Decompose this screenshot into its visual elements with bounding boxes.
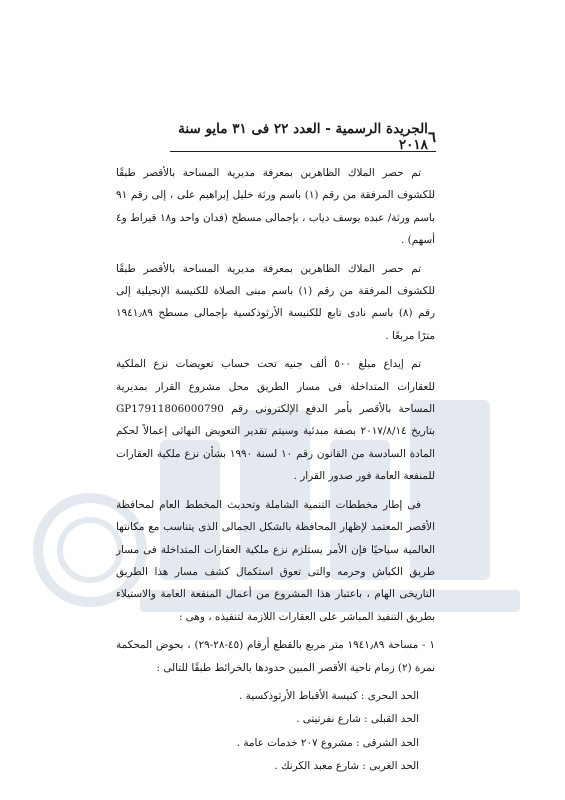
boundary-south: الحد القبلى : شارع نفرتيتى . <box>296 713 419 726</box>
page-number: ٦ <box>427 128 436 146</box>
paragraph-planning: فى إطار مخططات التنمية الشاملة وتحديث المخطط العام لمحافظة الأقصر المعتمد لإظهار المحافظة بالشكل الجمالى الذى يتناسب مع مكانتها العالمية سياحيًا فإن الأمر يستلزم نزع ملكية العقارات المتداخلة فى مسار طريق الكباش وحرمه والتى تعوق استكمال كشف مسار هذا الطريق التاريخى الهام ، باعتبار هذا المشروع من أعمال المنفعة العامة والاستيلاء بطريق التنفيذ المباشر على العقارات اللازمة لتنفيذه ، وهى : <box>116 498 435 623</box>
gazette-title: الجريدة الرسمية - العدد ٢٢ فى ٣١ مايو سنة ٢٠١٨ <box>178 121 428 153</box>
boundary-north: الحد البحرى : كنيسة الأقباط الأرثوذكسية . <box>239 689 419 702</box>
paragraph-deposit: تم إيداع مبلغ ٥٠٠ ألف جنيه تحت حساب تعويضات نزع الملكية للعقارات المتداخلة فى مسار الطريق محل مشروع القرار بمديرية المساحة بالأقصر بأمر الدفع الإلكترونى رقم GP17911806000790 بتاريخ ٢٠١٧/٨/١٤ بصفة مبدئية وسيتم تقدير التعويض النهائى إعمالاً لحكم المادة السادسة من القانون رقم ١٠ لسنة ١٩٩٠ بشأن نزع ملكية العقارات للمنفعة العامة فور صدور القرار . <box>116 358 435 483</box>
page-header <box>170 121 436 153</box>
boundary-west: الحد الغربى : شارع معبد الكرنك . <box>274 760 419 773</box>
header-rule <box>170 151 436 152</box>
boundary-east: الحد الشرقى : مشروع ٢٠٧ خدمات عامة . <box>236 736 419 749</box>
boundaries-list <box>116 685 435 779</box>
paragraph-owners-1: تم حصر الملاك الظاهرين بمعرفة مديرية المساحة بالأقصر طبقًا للكشوف المرفقة من رقم (١) باسم ورثة خليل إبراهيم على ، إلى رقم ٩١ باسم ورثة/ عبده يوسف دياب ، بإجمالى مسطح (فدان واحد و١٨ قيراط و٤ أسهم) . <box>116 167 435 247</box>
item-1: ١ - مساحة ١٩٤١٫٨٩ متر مربع بالقطع أرقام (٤٥-٢٨-٢٩) ، بحوض المحكمة نمرة (٢) زمام ناحية الأقصر المبين حدودها بالخرائط طبقًا للتالى : <box>116 639 435 674</box>
document-body <box>116 162 435 779</box>
paragraph-owners-2: تم حصر الملاك الظاهرين بمعرفة مديرية المساحة بالأقصر طبقًا للكشوف المرفقة من رقم (١) باسم مبنى الصلاة للكنيسة الإنجيلية إلى رقم (٨) باسم نادى تابع للكنيسة الأرثوذكسية بإجمالى مسطح ١٩٤١٫٨٩ مترًا مربعًا . <box>116 262 435 342</box>
